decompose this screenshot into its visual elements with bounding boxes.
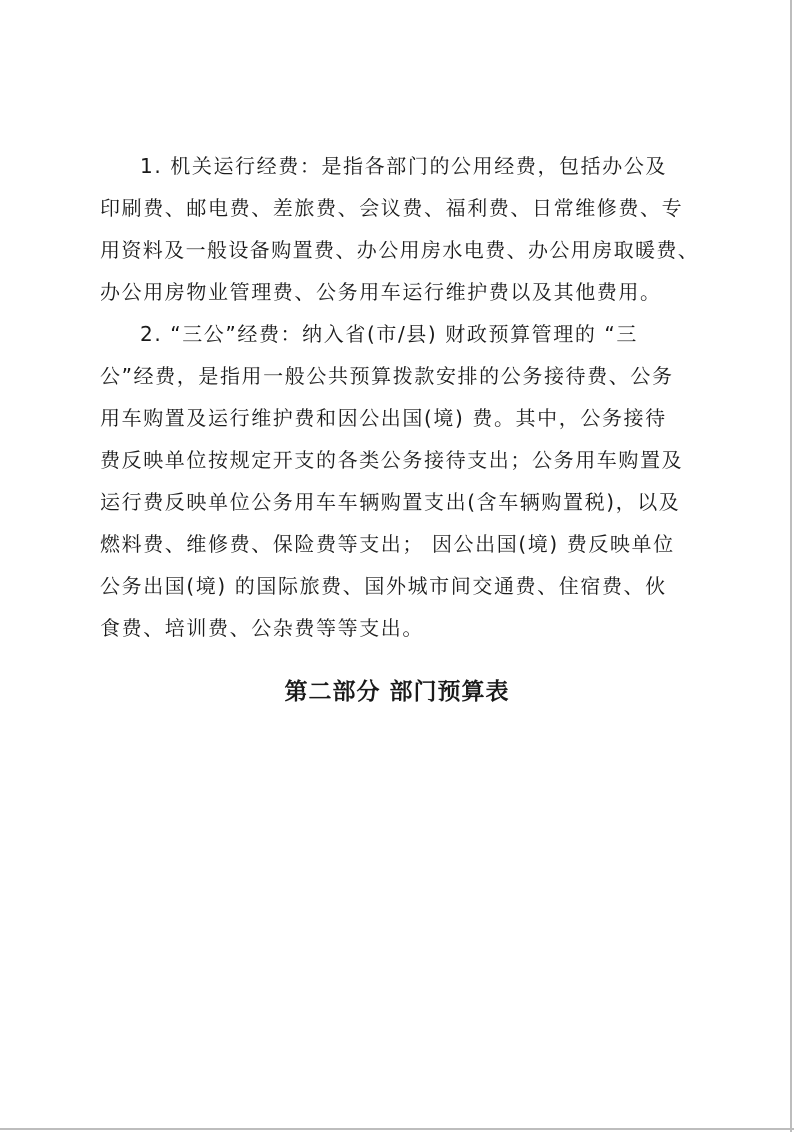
paragraph2-line-1: 2. “三公”经费：纳入省(市/县) 财政预算管理的 “三 [140,322,638,346]
paragraph1-line-3: 用资料及一般设备购置费、办公用房水电费、办公用房取暖费、 [100,238,700,262]
paragraph2-line-8: 食费、培训费、公杂费等等支出。 [100,616,424,640]
paragraph2-line-4: 费反映单位按规定开支的各类公务接待支出；公务用车购置及 [100,448,684,472]
page-edge-right [790,0,792,1132]
paragraph2-line-7: 公务出国(境) 的国际旅费、国外城市间交通费、住宿费、伙 [100,574,667,598]
paragraph2-line-6: 燃料费、维修费、保险费等支出； 因公出国(境) 费反映单位 [100,532,675,556]
paragraph2-line-5: 运行费反映单位公务用车车辆购置支出(含车辆购置税)，以及 [100,490,681,514]
page-edge-bottom [0,1128,794,1130]
paragraph2-line-2: 公”经费，是指用一般公共预算拨款安排的公务接待费、公务 [100,364,674,388]
paragraph2-line-3: 用车购置及运行维护费和因公出国(境) 费。其中，公务接待 [100,406,667,430]
paragraph1-line-4: 办公用房物业管理费、公务用车运行维护费以及其他费用。 [100,280,662,304]
paragraph1-line-1: 1. 机关运行经费：是指各部门的公用经费，包括办公及 [140,154,668,178]
section-heading: 第二部分 部门预算表 [284,679,510,705]
paragraph1-line-2: 印刷费、邮电费、差旅费、会议费、福利费、日常维修费、专 [100,196,684,220]
